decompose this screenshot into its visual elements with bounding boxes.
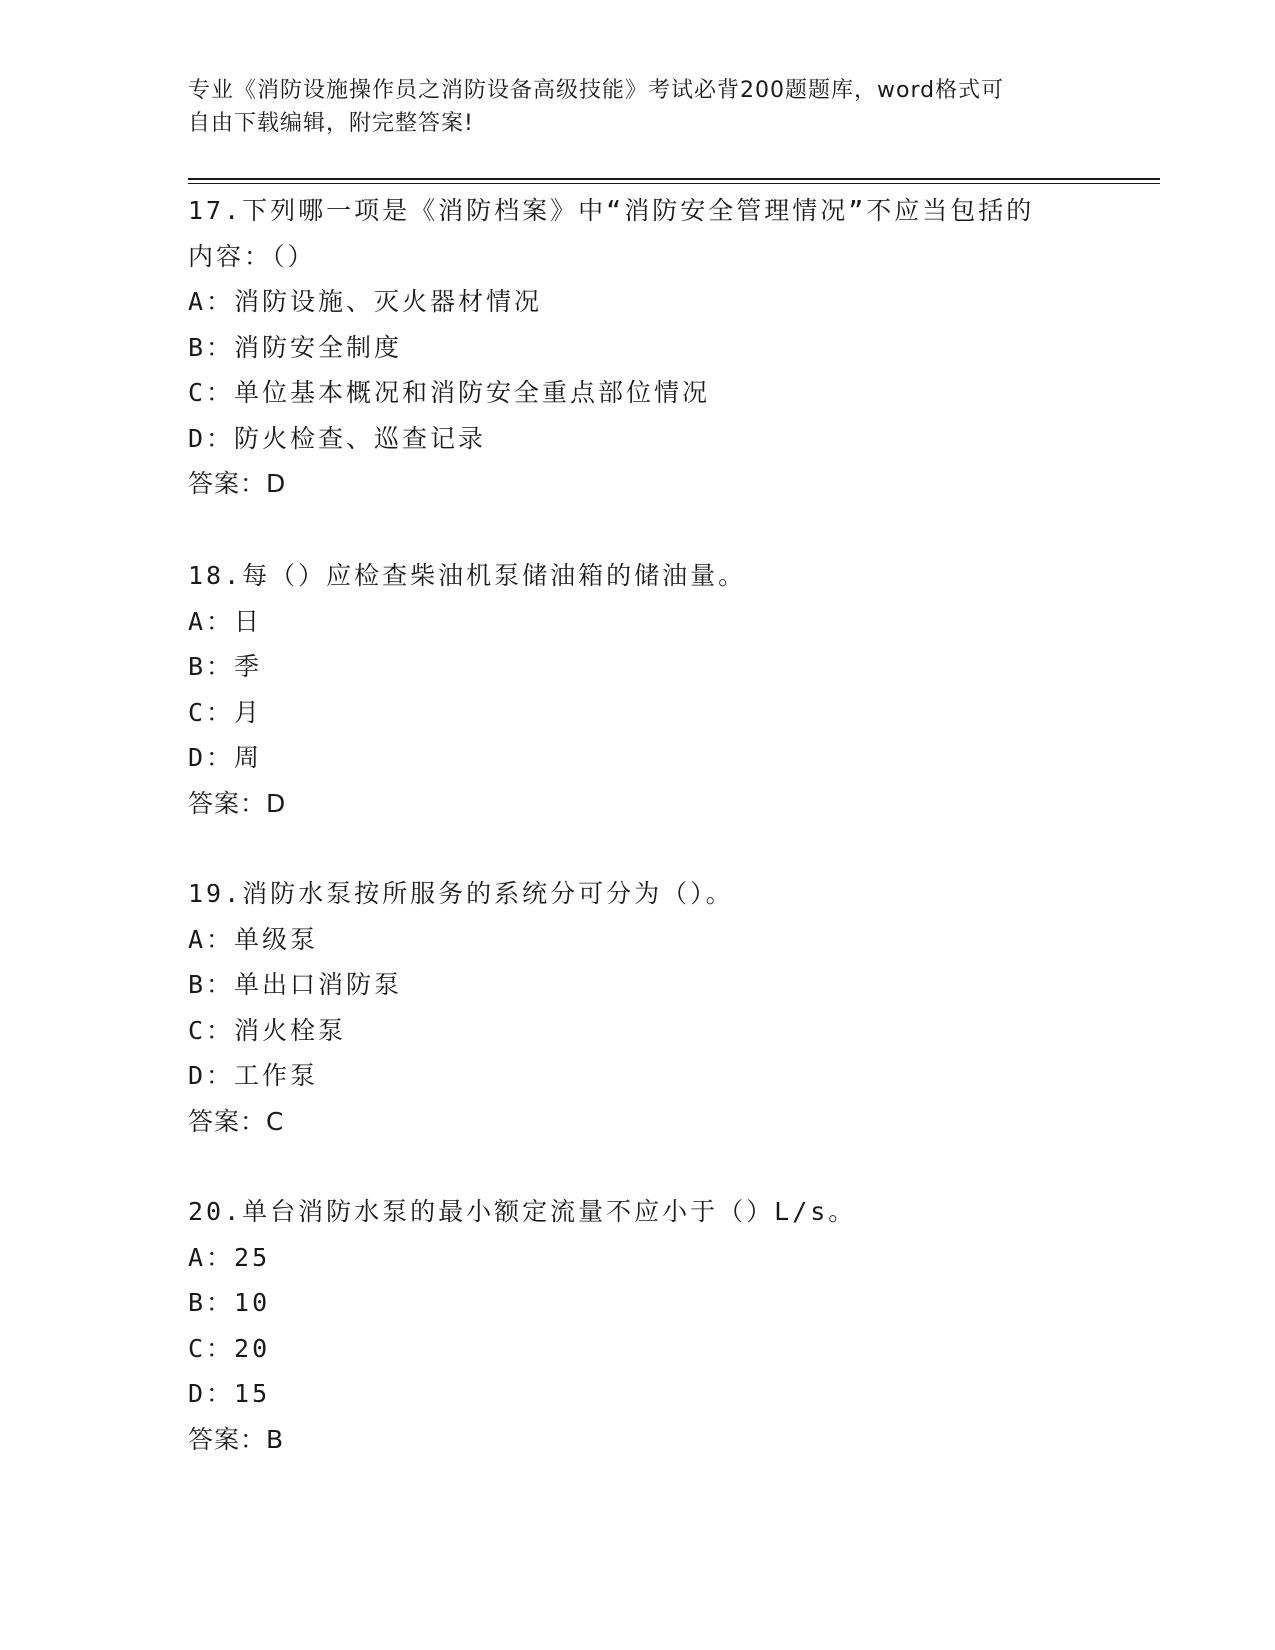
question-stem-continued: 内容：（） — [188, 241, 316, 271]
option-d: D：工作泵 — [188, 1061, 319, 1090]
option-a: A：日 — [188, 606, 263, 636]
option-d: D：周 — [188, 743, 263, 772]
option-c: C：20 — [188, 1333, 271, 1363]
option-a: A：消防设施、灭火器材情况 — [188, 287, 543, 316]
option-d: D：15 — [188, 1379, 271, 1408]
option-c: C：消火栓泵 — [188, 1015, 347, 1045]
header-divider-thin — [188, 183, 1160, 184]
option-b: B：季 — [188, 652, 263, 681]
question-stem: 18.每（）应检查柴油机泵储油箱的储油量。 — [188, 561, 747, 590]
header-line-1: 专业《消防设施操作员之消防设备高级技能》考试必背200题题库，word格式可 — [188, 78, 1005, 103]
option-a: A：25 — [188, 1242, 271, 1272]
option-c: C：单位基本概况和消防安全重点部位情况 — [188, 378, 711, 407]
answer-label: 答案：C — [188, 1106, 285, 1136]
question-17 — [188, 188, 1128, 507]
header-divider — [188, 178, 1160, 180]
document-header — [188, 74, 1088, 140]
option-b: B：单出口消防泵 — [188, 970, 403, 999]
question-19 — [188, 871, 1128, 1144]
option-b: B：消防安全制度 — [188, 332, 403, 362]
option-d: D：防火检查、巡查记录 — [188, 423, 487, 453]
answer-label: 答案：D — [188, 469, 287, 498]
option-c: C：月 — [188, 697, 263, 727]
option-a: A：单级泵 — [188, 924, 319, 954]
option-b: B：10 — [188, 1288, 271, 1317]
question-stem: 20.单台消防水泵的最小额定流量不应小于（）L/s。 — [188, 1197, 857, 1226]
question-stem: 19.消防水泵按所服务的系统分可分为（）。 — [188, 879, 734, 908]
question-20 — [188, 1189, 1128, 1462]
answer-label: 答案：D — [188, 788, 287, 818]
question-18 — [188, 553, 1128, 826]
answer-label: 答案：B — [188, 1424, 285, 1454]
question-stem: 17.下列哪一项是《消防档案》中“消防安全管理情况”不应当包括的 — [188, 196, 1035, 225]
header-line-2: 自由下载编辑，附完整答案! — [188, 111, 474, 136]
